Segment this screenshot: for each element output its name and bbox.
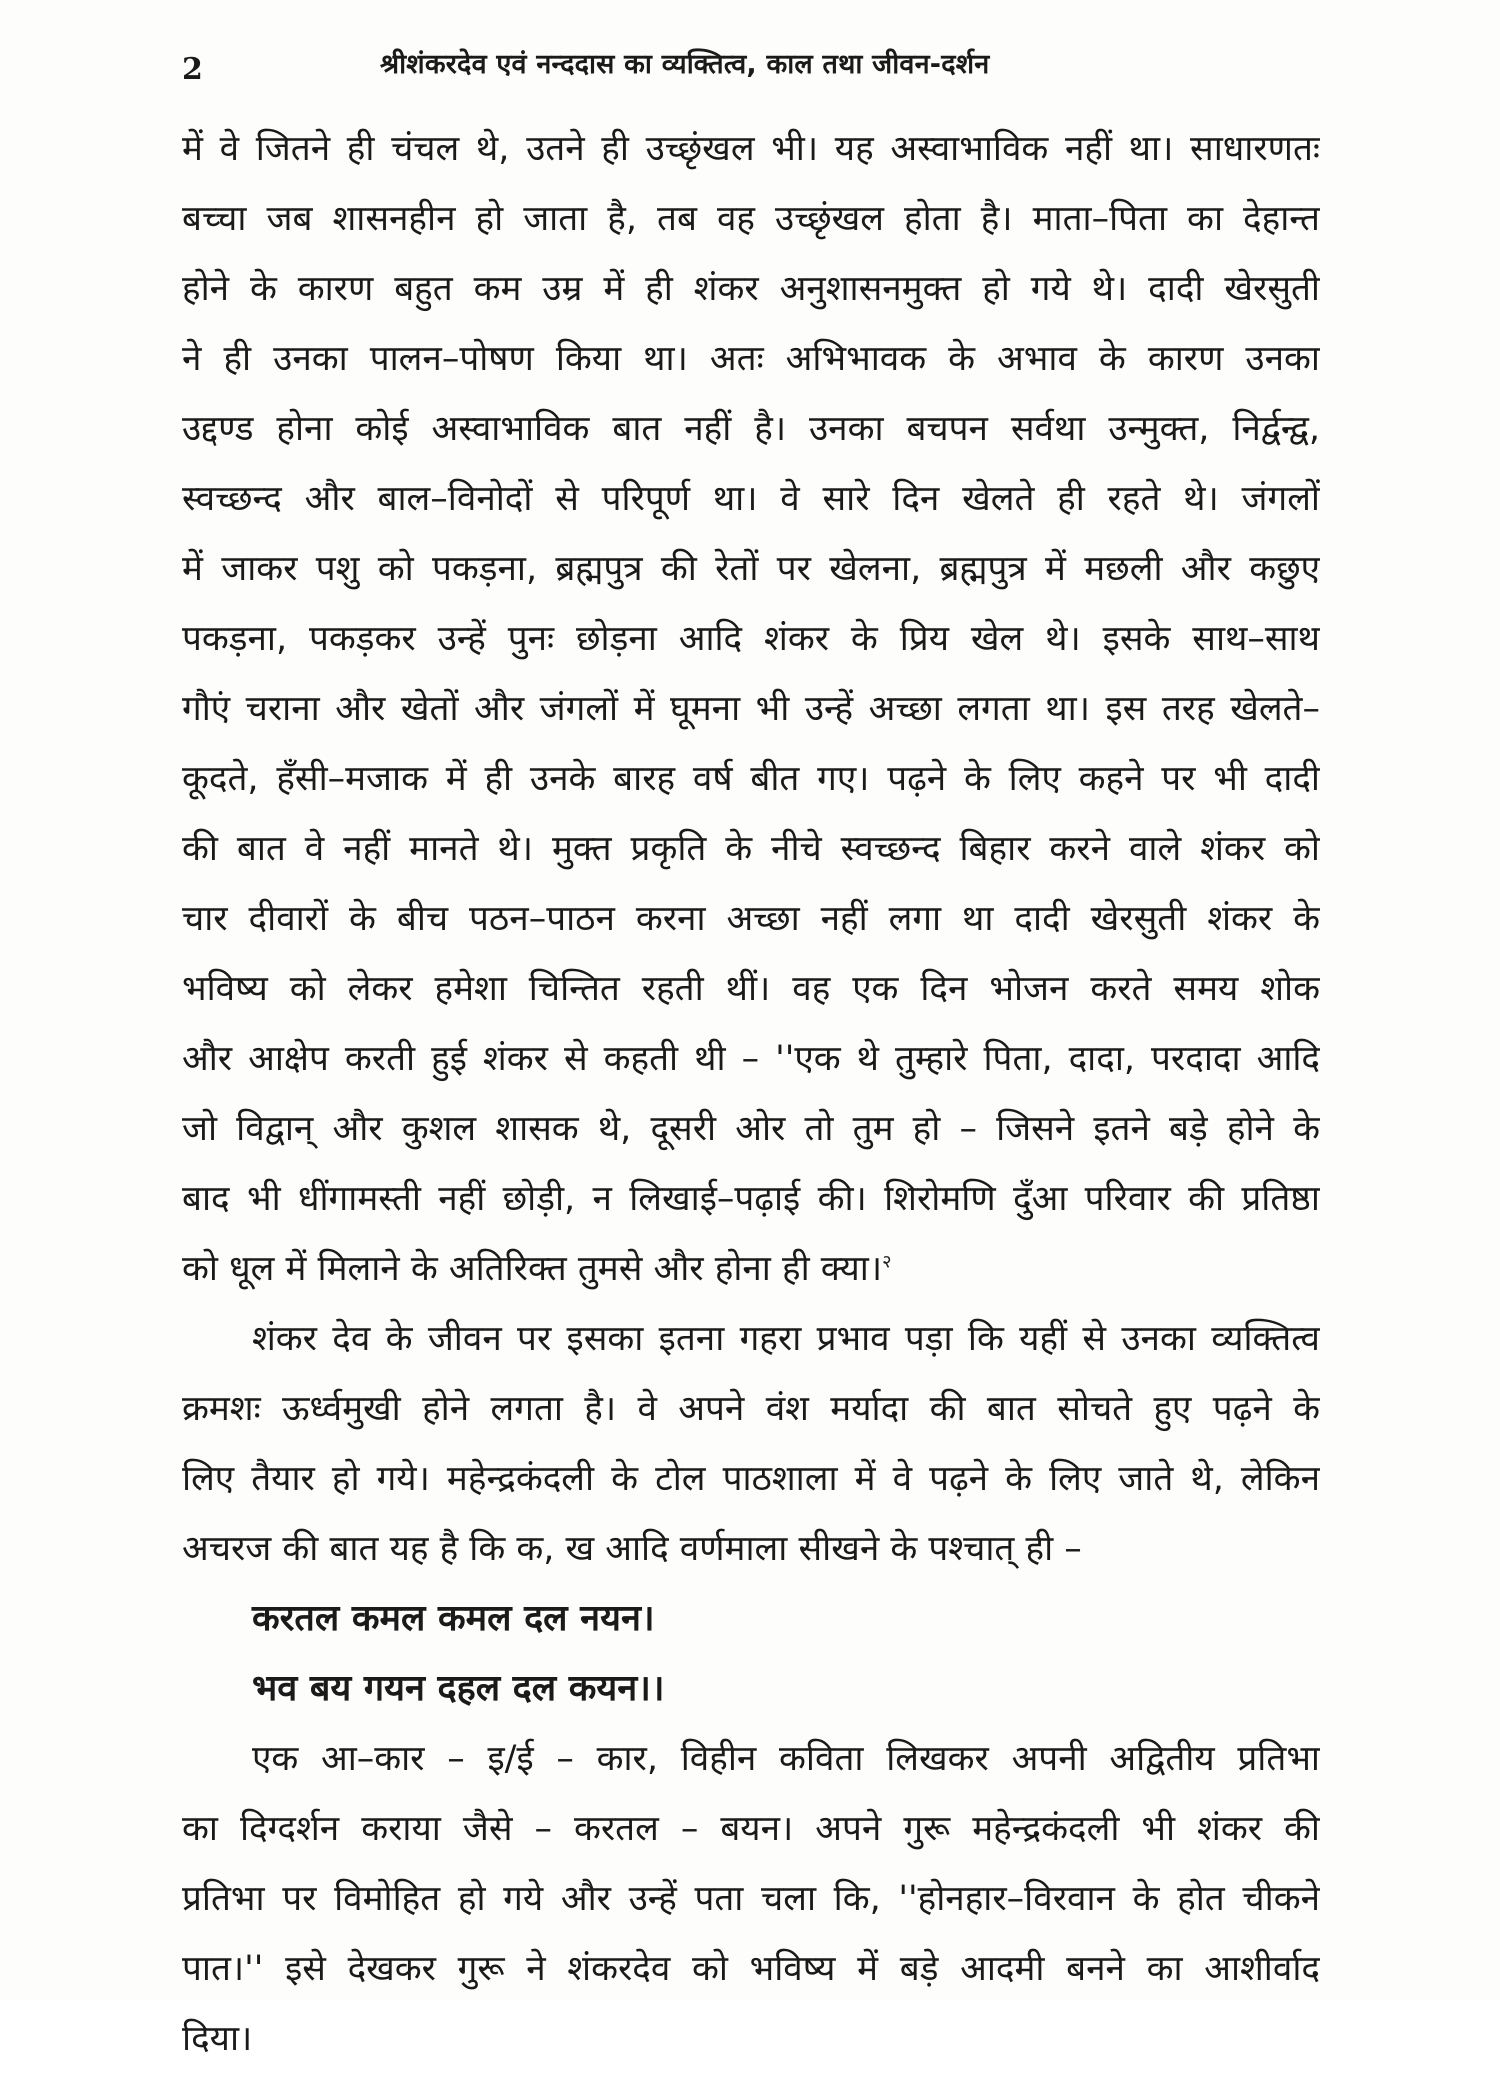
text-line-last: अचरज की बात यह है कि क, ख आदि वर्णमाला सीखने के पश्चात् ही – — [182, 1529, 1082, 1569]
verse-line: करतल कमल कमल दल नयन। — [252, 1598, 655, 1639]
text-line: स्वच्छन्द और बाल–विनोदों से परिपूर्ण था। वे सारे दिन खेलते ही रहते थे। जंगलों — [182, 479, 1320, 519]
text-line: भविष्य को लेकर हमेशा चिन्तित रहती थीं। वह एक दिन भोजन करते समय शोक — [182, 969, 1320, 1009]
text-line: उद्दण्ड होना कोई अस्वाभाविक बात नहीं है। उनका बचपन सर्वथा उन्मुक्त, निर्द्वन्द्व, — [182, 409, 1320, 449]
text-line: और आक्षेप करती हुई शंकर से कहती थी – ''एक थे तुम्हारे पिता, दादा, परदादा आदि — [182, 1039, 1320, 1079]
running-header-title: श्रीशंकरदेव एवं नन्ददास का व्यक्तित्व, काल तथा जीवन-दर्शन — [380, 49, 990, 80]
paragraph-1 — [182, 114, 1320, 1304]
text-line-last: दिया। — [182, 2019, 253, 2059]
text-line: शंकर देव के जीवन पर इसका इतना गहरा प्रभाव पड़ा कि यहीं से उनका व्यक्तित्व — [252, 1319, 1320, 1359]
paragraph-2 — [182, 1304, 1320, 1584]
text-line: जो विद्वान् और कुशल शासक थे, दूसरी ओर तो तुम हो – जिसने इतने बड़े होने के — [182, 1109, 1320, 1149]
footnote-marker: २ — [882, 1251, 892, 1273]
verse-block — [182, 1584, 1320, 1724]
text-line: प्रतिभा पर विमोहित हो गये और उन्हें पता चला कि, ''होनहार–विरवान के होत चीकने — [182, 1879, 1320, 1919]
text-line: में वे जितने ही चंचल थे, उतने ही उच्छृंखल भी। यह अस्वाभाविक नहीं था। साधारणतः — [182, 129, 1320, 169]
text-line: बाद भी धींगामस्ती नहीं छोड़ी, न लिखाई–पढ़ाई की। शिरोमणि दुँआ परिवार की प्रतिष्ठा — [182, 1179, 1320, 1219]
text-line: लिए तैयार हो गये। महेन्द्रकंदली के टोल पाठशाला में वे पढ़ने के लिए जाते थे, लेकिन — [182, 1459, 1320, 1499]
text-line: का दिग्दर्शन कराया जैसे – करतल – बयन। अपने गुरू महेन्द्रकंदली भी शंकर की — [182, 1809, 1320, 1849]
text-line: की बात वे नहीं मानते थे। मुक्त प्रकृति के नीचे स्वच्छन्द बिहार करने वाले शंकर को — [182, 829, 1320, 869]
text-line: ने ही उनका पालन–पोषण किया था। अतः अभिभावक के अभाव के कारण उनका — [182, 339, 1320, 379]
page-number: 2 — [182, 52, 203, 87]
text-line: बच्चा जब शासनहीन हो जाता है, तब वह उच्छृंखल होता है। माता–पिता का देहान्त — [182, 199, 1320, 239]
text-line: पकड़ना, पकड़कर उन्हें पुनः छोड़ना आदि शंकर के प्रिय खेल थे। इसके साथ–साथ — [182, 619, 1320, 659]
text-line-last — [182, 1234, 1320, 1304]
paragraph-3 — [182, 1724, 1320, 2074]
text-line-content: को धूल में मिलाने के अतिरिक्त तुमसे और होना ही क्या। — [182, 1249, 883, 1289]
text-line: एक आ–कार – इ/ई – कार, विहीन कविता लिखकर अपनी अद्वितीय प्रतिभा — [252, 1739, 1320, 1779]
text-line: क्रमशः ऊर्ध्वमुखी होने लगता है। वे अपने वंश मर्यादा की बात सोचते हुए पढ़ने के — [182, 1389, 1320, 1429]
text-line: चार दीवारों के बीच पठन–पाठन करना अच्छा नहीं लगा था दादी खेरसुती शंकर के — [182, 899, 1320, 939]
text-line: गौएं चराना और खेतों और जंगलों में घूमना भी उन्हें अच्छा लगता था। इस तरह खेलते– — [182, 689, 1320, 729]
text-line: पात।'' इसे देखकर गुरू ने शंकरदेव को भविष्य में बड़े आदमी बनने का आशीर्वाद — [182, 1949, 1320, 1989]
text-line: में जाकर पशु को पकड़ना, ब्रह्मपुत्र की रेतों पर खेलना, ब्रह्मपुत्र में मछली और कछुए — [182, 549, 1320, 589]
text-line: कूदते, हँसी–मजाक में ही उनके बारह वर्ष बीत गए। पढ़ने के लिए कहने पर भी दादी — [182, 759, 1320, 799]
body-text — [182, 114, 1320, 2074]
verse-line: भव बय गयन दहल दल कयन।। — [252, 1668, 665, 1709]
text-line: होने के कारण बहुत कम उम्र में ही शंकर अनुशासनमुक्त हो गये थे। दादी खेरसुती — [182, 269, 1320, 309]
